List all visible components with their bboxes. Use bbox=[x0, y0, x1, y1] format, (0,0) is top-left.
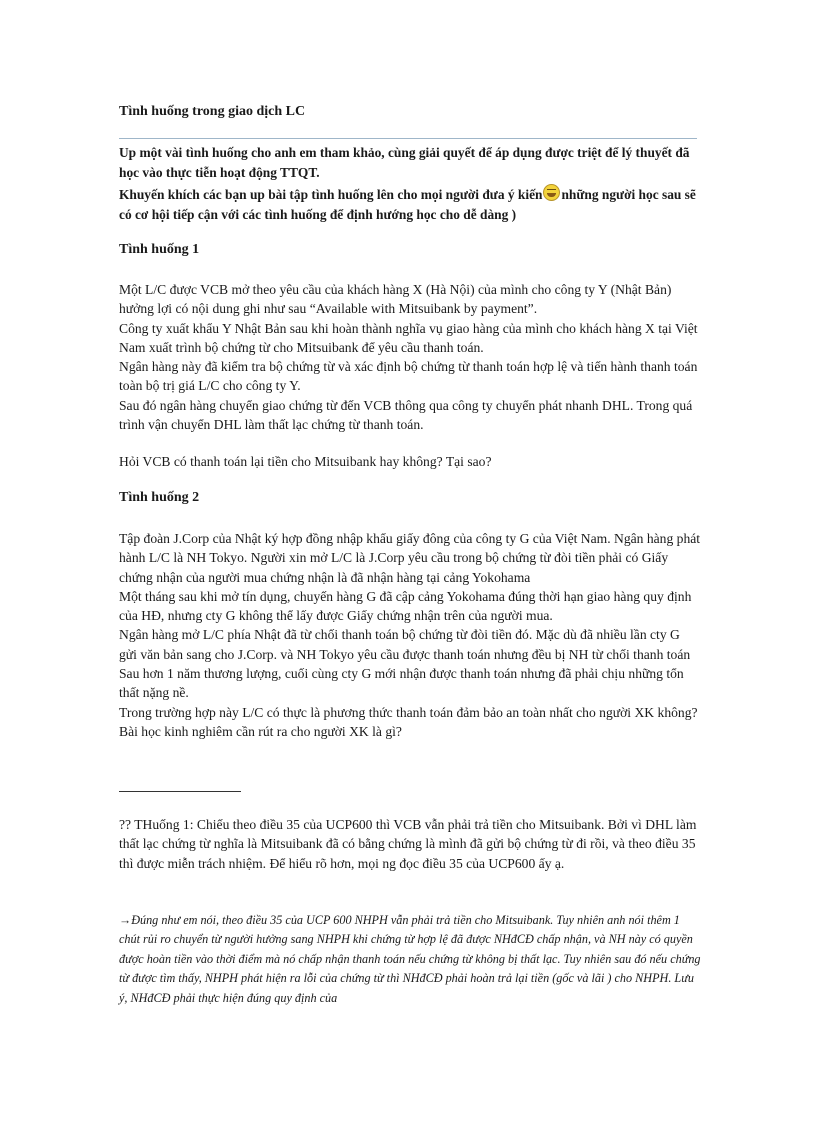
case-1-line: Sau đó ngân hàng chuyển giao chứng từ đến VCB thông qua công ty chuyển phát nhanh DHL. Trong quá trình vận chuyển DHL làm thất lạc chứng từ thanh toán. bbox=[119, 397, 693, 433]
case-2-line: Một tháng sau khi mở tín dụng, chuyến hàng G đã cập cảng Yokohama đúng thời hạn giao hàng quy định của HĐ, nhưng cty G không thể lấy được Giấy chứng nhận trên của người mua. bbox=[119, 588, 692, 624]
case-2-line: Bài học kinh nghiêm cần rút ra cho người XK là gì? bbox=[119, 723, 402, 739]
case-1-heading: Tình huống 1 bbox=[119, 242, 200, 257]
case-2-line: Trong trường hợp này L/C có thực là phương thức thanh toán đảm bảo an toàn nhất cho người XK không? bbox=[119, 704, 698, 720]
case-2-line: Sau hơn 1 năm thương lượng, cuối cùng cty G mới nhận được thanh toán nhưng đã phải chịu những tổn thất nặng nề. bbox=[119, 666, 684, 701]
reply-text: →Đúng như em nói, theo điều 35 của UCP 600 NHPH vẫn phải trả tiền cho Mitsuibank. Tuy nhiên anh nói thêm 1 chút rủi ro chuyển từ người hưởng sang NHPH khi chứng từ hợp lệ đã được NHđCĐ chấp nhận, và NH này có quyền được hoàn tiền vào thời điểm mà nó chấp nhận thanh toán nếu chứng từ không bị thất lạc. Tuy nhiên sau đó nếu chứng từ được tìm thấy, NHPH phát hiện ra lỗi của chứng từ thì NHđCĐ phải hoàn trả lại tiền (gốc và lãi ) cho NHPH. Lưu ý, NHđCĐ phải thực hiện đúng quy định của bbox=[119, 913, 701, 1005]
case-1-question: Hỏi VCB có thanh toán lại tiền cho Mitsuibank hay không? Tại sao? bbox=[119, 454, 492, 469]
document-title: Tình huống trong giao dịch LC bbox=[119, 104, 306, 119]
footnote-text: ?? THuống 1: Chiếu theo điều 35 của UCP600 thì VCB vẫn phải trả tiền cho Mitsuibank. Bởi vì DHL làm thất lạc chứng từ nghĩa là Mitsuibank đã có bằng chứng là mình đã gửi bộ chứng từ đi rồi, và theo điều 35 thì được miễn trách nhiệm. Để hiểu rõ hơn, mọi ng đọc điều 35 của UCP600 ấy ạ. bbox=[119, 817, 697, 871]
case-1-line: Ngân hàng này đã kiểm tra bộ chứng từ và xác định bộ chứng từ thanh toán hợp lệ và tiến hành thanh toán toàn bộ trị giá L/C cho công ty Y. bbox=[119, 359, 698, 394]
intro-paragraph-2-end: những người học sau sẽ có cơ hội tiếp cận với các tình huống để định hướng học cho dễ dàng ) bbox=[119, 187, 696, 222]
case-2-line: Ngân hàng mở L/C phía Nhật đã từ chối thanh toán bộ chứng từ đòi tiền đó. Mặc dù đã nhiều lần cty G gửi văn bản sang cho J.Corp. và NH Tokyo yêu cầu được thanh toán nhưng đều bị NH từ chối thanh toán bbox=[119, 627, 691, 662]
case-1-line: Công ty xuất khẩu Y Nhật Bản sau khi hoàn thành nghĩa vụ giao hàng của mình cho khách hàng X tại Việt Nam xuất trình bộ chứng từ cho Mitsuibank để yêu cầu thanh toán. bbox=[119, 320, 698, 355]
intro-paragraph-2-start: Khuyến khích các bạn up bài tập tình huống lên cho mọi người đưa ý kiến bbox=[119, 187, 543, 202]
intro-paragraph-1: Up một vài tình huống cho anh em tham khảo, cùng giải quyết để áp dụng được triệt để lý thuyết đã học vào thực tiễn hoạt động TTQT. bbox=[119, 145, 690, 180]
case-2-line: Tập đoàn J.Corp của Nhật ký hợp đồng nhập khẩu giấy đông của công ty G của Việt Nam. Ngân hàng phát hành L/C là NH Tokyo. Người xin mở L/C là J.Corp yêu cầu trong bộ chứng từ đòi tiền phải có Giấy chứng nhận của người mua chứng nhận là đã nhận hàng tại cảng Yokohama bbox=[119, 531, 701, 585]
intro-text bbox=[119, 143, 701, 224]
laughing-emoticon-icon bbox=[543, 184, 560, 201]
case-1-line: Một L/C được VCB mở theo yêu cầu của khách hàng X (Hà Nội) của mình cho công ty Y (Nhật Bản) hưởng lợi có nội dung ghi như sau “Available with Mitsuibank by payment”. bbox=[119, 282, 672, 317]
divider bbox=[119, 138, 697, 139]
footnote-separator bbox=[119, 791, 241, 792]
case-2-body bbox=[119, 529, 701, 741]
case-2-heading: Tình huống 2 bbox=[119, 490, 200, 505]
intro-paragraph-2 bbox=[119, 184, 701, 224]
case-1-body bbox=[119, 280, 701, 434]
